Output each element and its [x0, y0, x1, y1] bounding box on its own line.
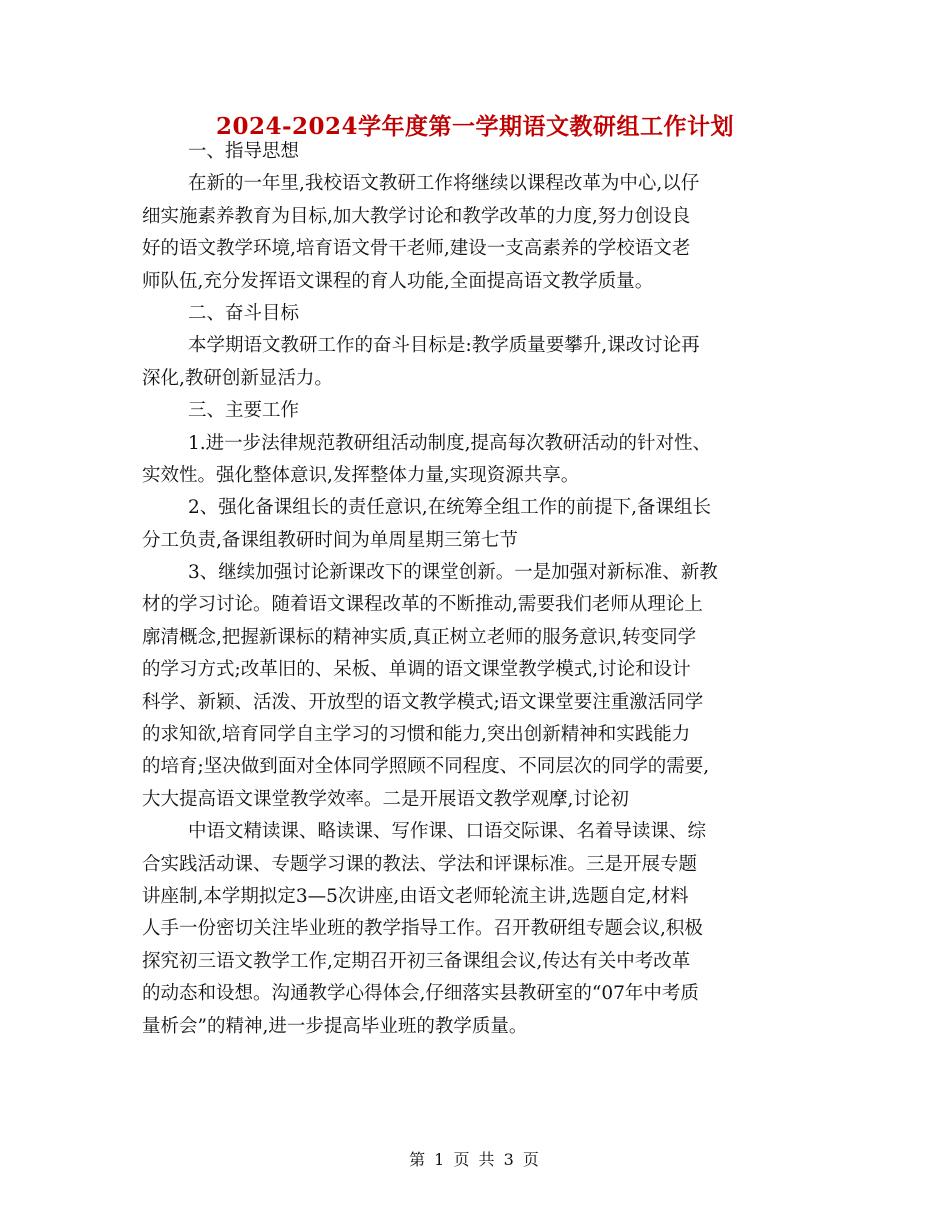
document-body — [142, 136, 810, 1043]
paragraph-line: 细实施素养教育为目标,加大教学讨论和教学改革的力度,努力创设良 — [142, 205, 691, 227]
paragraph-line: 好的语文教学环境,培育语文骨干老师,建设一支高素养的学校语文老 — [142, 238, 691, 260]
paragraph-line: 本学期语文教研工作的奋斗目标是:教学质量要攀升,课改讨论再 — [188, 335, 700, 357]
paragraph-line: 师队伍,充分发挥语文课程的育人功能,全面提高语文教学质量。 — [142, 270, 654, 292]
paragraph-line: 的培育;坚决做到面对全体同学照顾不同程度、不同层次的同学的需要, — [142, 756, 710, 778]
paragraph-line: 深化,教研创新显活力。 — [142, 367, 333, 389]
section-heading-goals: 二、奋斗目标 — [188, 302, 300, 324]
paragraph-line: 人手一份密切关注毕业班的教学指导工作。召开教研组专题会议,积极 — [142, 918, 703, 940]
paragraph-line: 的学习方式;改革旧的、呆板、单调的语文课堂教学模式,讨论和设计 — [142, 659, 691, 681]
paragraph-line: 3、继续加强讨论新课改下的课堂创新。一是加强对新标准、新教 — [188, 562, 718, 584]
paragraph-line: 讲座制,本学期拟定3—5次讲座,由语文老师轮流主讲,选题自定,材料 — [142, 885, 689, 907]
paragraph-line: 大大提高语文课堂教学效率。二是开展语文教学观摩,讨论初 — [142, 788, 629, 810]
paragraph-line: 在新的一年里,我校语文教研工作将继续以课程改革为中心,以仔 — [188, 173, 700, 195]
paragraph-line: 分工负责,备课组教研时间为单周星期三第七节 — [142, 529, 518, 551]
paragraph-line: 1.进一步法律规范教研组活动制度,提高每次教研活动的针对性、 — [188, 432, 712, 454]
paragraph-line: 的动态和设想。沟通教学心得体会,仔细落实县教研室的“07年中考质 — [142, 983, 699, 1005]
document-title: 2024-2024学年度第一学期语文教研组工作计划 — [215, 113, 735, 140]
paragraph-line: 探究初三语文教学工作,定期召开初三备课组会议,传达有关中考改革 — [142, 950, 691, 972]
paragraph-line: 科学、新颖、活泼、开放型的语文教学模式;语文课堂要注重激活同学 — [142, 691, 704, 713]
paragraph-line: 量析会”的精神,进一步提高毕业班的教学质量。 — [142, 1015, 528, 1037]
paragraph-line: 合实践活动课、专题学习课的教法、学法和评课标准。三是开展专题 — [142, 853, 698, 875]
paragraph-line: 2、强化备课组长的责任意识,在统筹全组工作的前提下,备课组长 — [188, 497, 712, 519]
section-heading-guiding-ideology: 一、指导思想 — [188, 141, 300, 162]
paragraph-line: 实效性。强化整体意识,发挥整体力量,实现资源共享。 — [142, 464, 580, 486]
paragraph-line: 材的学习讨论。随着语文课程改革的不断推动,需要我们老师从理论上 — [142, 594, 703, 616]
paragraph-line: 廓清概念,把握新课标的精神实质,真正树立老师的服务意识,转变同学 — [142, 626, 697, 648]
section-heading-main-work: 三、主要工作 — [188, 400, 300, 422]
page-number-footer: 第 1 页 共 3 页 — [409, 1150, 541, 1169]
paragraph-line: 中语文精读课、略读课、写作课、口语交际课、名着导读课、综 — [188, 821, 707, 843]
paragraph-line: 的求知欲,培育同学自主学习的习惯和能力,突出创新精神和实践能力 — [142, 724, 691, 746]
